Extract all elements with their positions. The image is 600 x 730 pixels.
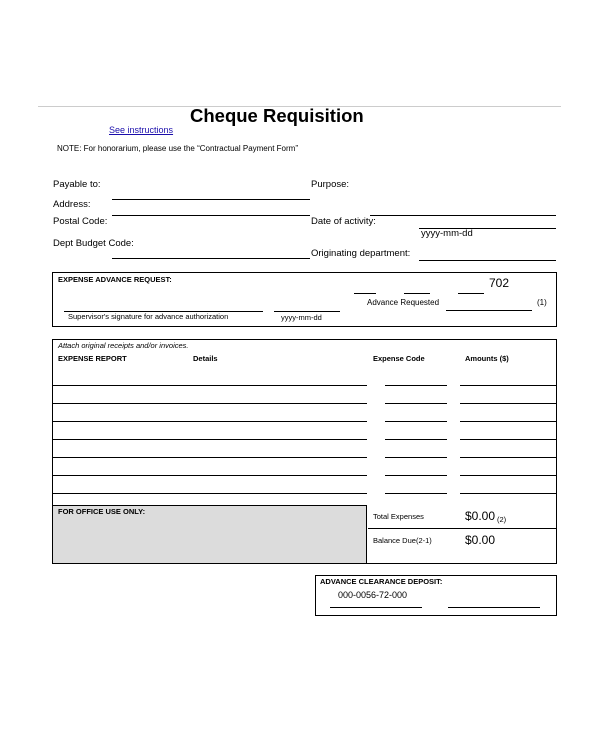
row-line-amount[interactable] — [460, 457, 557, 458]
col-expense-report: EXPENSE REPORT — [58, 354, 127, 363]
clearance-account-number: 000-0056-72-000 — [338, 590, 408, 600]
row-line-details[interactable] — [52, 475, 367, 476]
row-line-details[interactable] — [52, 403, 367, 404]
total-expenses-label: Total Expenses — [373, 512, 424, 521]
row-line-code[interactable] — [385, 439, 447, 440]
payable-to-label: Payable to: — [53, 179, 101, 190]
clearance-field-1[interactable] — [330, 607, 422, 608]
advance-date-field[interactable] — [274, 311, 340, 312]
advance-line-3[interactable] — [458, 293, 484, 294]
row-line-amount[interactable] — [460, 493, 557, 494]
advance-amount: 702 — [489, 276, 510, 290]
dept-budget-code-field[interactable] — [112, 258, 310, 259]
originating-department-field[interactable] — [419, 260, 556, 261]
date-of-activity-label: Date of activity: — [311, 216, 376, 227]
total-divider — [368, 528, 557, 529]
total-expenses-note: (2) — [497, 515, 507, 524]
dept-budget-code-label: Dept Budget Code: — [53, 238, 134, 249]
row-line-code[interactable] — [385, 475, 447, 476]
balance-due-value: $0.00 — [465, 533, 496, 547]
advance-requested-label: Advance Requested — [367, 298, 440, 307]
date-of-activity-value: yyyy-mm-dd — [421, 228, 473, 239]
row-line-code[interactable] — [385, 403, 447, 404]
purpose-label: Purpose: — [311, 179, 350, 190]
note-text: NOTE: For honorarium, please use the “Contractual Payment Form” — [57, 144, 298, 153]
row-line-details[interactable] — [52, 439, 367, 440]
advance-line-2[interactable] — [404, 293, 430, 294]
page-title: Cheque Requisition — [190, 105, 364, 126]
clearance-deposit-header: ADVANCE CLEARANCE DEPOSIT: — [320, 577, 443, 586]
office-use-label: FOR OFFICE USE ONLY: — [58, 507, 146, 516]
row-line-amount[interactable] — [460, 439, 557, 440]
clearance-field-2[interactable] — [448, 607, 540, 608]
row-line-amount[interactable] — [460, 385, 557, 386]
advance-footnote: (1) — [537, 298, 547, 307]
row-line-code[interactable] — [385, 457, 447, 458]
balance-due-label: Balance Due(2-1) — [373, 536, 432, 545]
supervisor-signature-label: Supervisor's signature for advance authorization — [68, 312, 229, 321]
advance-requested-field[interactable] — [446, 310, 532, 311]
advance-date-label: yyyy-mm-dd — [281, 313, 322, 322]
col-expense-code: Expense Code — [373, 354, 425, 363]
row-line-amount[interactable] — [460, 421, 557, 422]
attach-note: Attach original receipts and/or invoices. — [58, 341, 189, 350]
address-label: Address: — [53, 199, 91, 210]
see-instructions-link[interactable]: See instructions — [109, 125, 174, 135]
row-line-code[interactable] — [385, 493, 447, 494]
address-field[interactable] — [112, 199, 310, 200]
col-amounts: Amounts ($) — [465, 354, 509, 363]
col-details: Details — [193, 354, 218, 363]
total-expenses-value: $0.00 — [465, 509, 496, 523]
advance-request-header: EXPENSE ADVANCE REQUEST: — [58, 275, 172, 284]
row-line-code[interactable] — [385, 421, 447, 422]
row-line-details[interactable] — [52, 421, 367, 422]
originating-department-label: Originating department: — [311, 248, 411, 259]
date-of-activity-field[interactable] — [419, 228, 556, 229]
purpose-field[interactable] — [370, 215, 556, 216]
row-line-details[interactable] — [52, 493, 367, 494]
row-line-details[interactable] — [52, 385, 367, 386]
row-line-amount[interactable] — [460, 475, 557, 476]
row-line-amount[interactable] — [460, 403, 557, 404]
postal-code-label: Postal Code: — [53, 216, 108, 227]
row-line-code[interactable] — [385, 385, 447, 386]
advance-line-1[interactable] — [354, 293, 376, 294]
postal-code-field[interactable] — [112, 215, 310, 216]
row-line-details[interactable] — [52, 457, 367, 458]
